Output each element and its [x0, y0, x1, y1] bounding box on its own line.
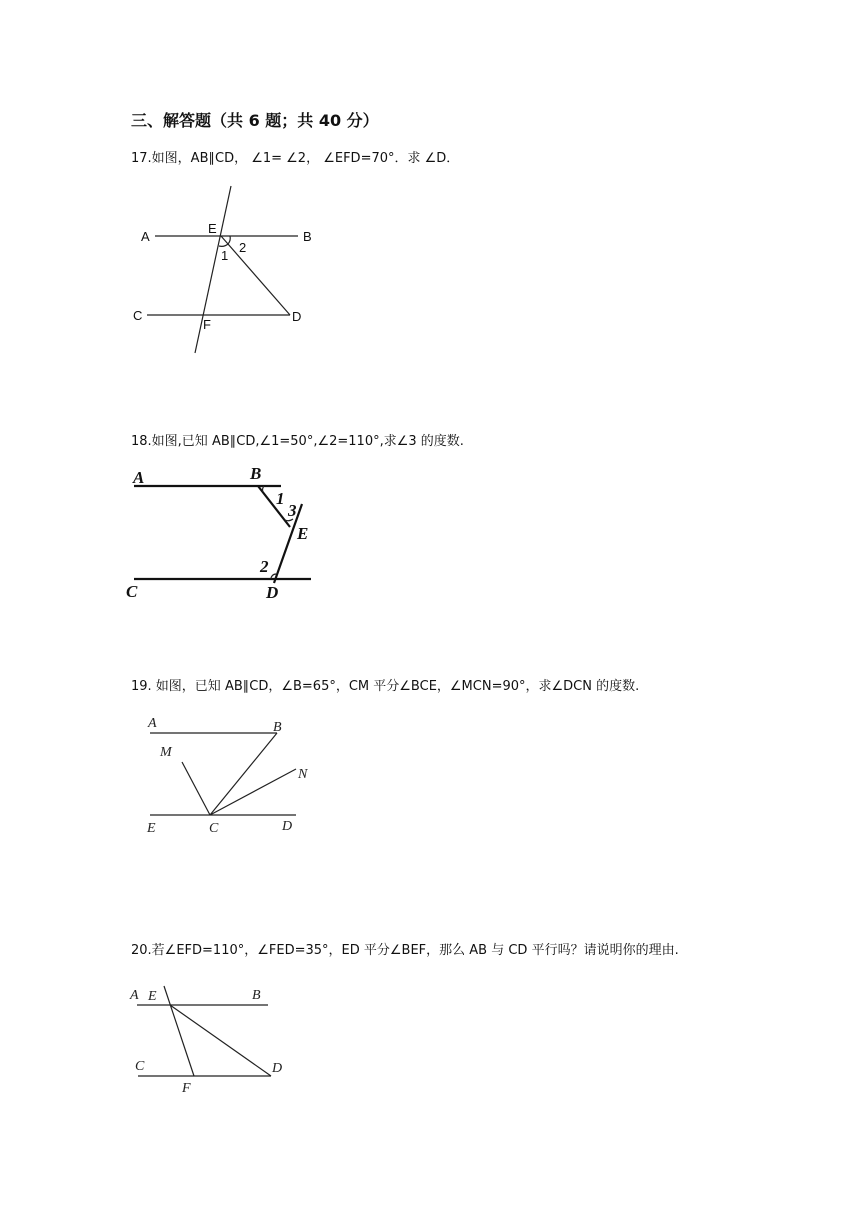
label-c: C	[135, 1059, 145, 1074]
label-e: E	[208, 221, 217, 236]
label-a: A	[130, 988, 139, 1003]
question-19-text: 19. 如图，已知 AB∥CD，∠B=65°，CM 平分∠BCE，∠MCN=90°，求∠DCN 的度数.	[131, 679, 640, 694]
label-d: D	[272, 1061, 283, 1076]
label-d: D	[292, 309, 302, 324]
question-18-text: 18.如图,已知 AB∥CD,∠1=50°,∠2=110°,求∠3 的度数.	[131, 434, 464, 449]
label-a: A	[133, 468, 145, 487]
question-17-text: 17.如图，AB∥CD， ∠1= ∠2， ∠EFD=70°．求 ∠D．	[131, 151, 460, 166]
label-angle-2: 2	[260, 557, 269, 576]
label-a: A	[141, 229, 150, 244]
label-angle-1: 1	[221, 248, 229, 263]
label-c: C	[209, 821, 219, 836]
label-a: A	[148, 716, 157, 731]
label-c: C	[133, 308, 143, 323]
question-20-text: 20.若∠EFD=110°，∠FED=35°，ED 平分∠BEF，那么 AB 与 CD 平行吗？请说明你的理由.	[131, 943, 679, 958]
label-d: D	[266, 583, 279, 602]
label-f: F	[203, 317, 211, 332]
label-m: M	[160, 745, 172, 760]
label-c: C	[126, 582, 138, 601]
label-e: E	[148, 989, 157, 1004]
line-ef	[164, 986, 194, 1076]
section-title: 三、解答题（共 6 题；共 40 分）	[131, 111, 379, 130]
label-d: D	[282, 819, 293, 834]
line-ed	[170, 1005, 271, 1076]
label-b: B	[250, 464, 262, 483]
label-angle-2: 2	[239, 240, 247, 255]
label-b: B	[303, 229, 312, 244]
label-n: N	[298, 767, 308, 782]
label-e: E	[297, 524, 309, 543]
label-angle-3: 3	[288, 501, 297, 520]
label-e: E	[147, 821, 156, 836]
label-b: B	[252, 988, 261, 1003]
label-angle-1: 1	[276, 489, 285, 508]
label-f: F	[182, 1081, 191, 1096]
label-b: B	[273, 720, 282, 735]
